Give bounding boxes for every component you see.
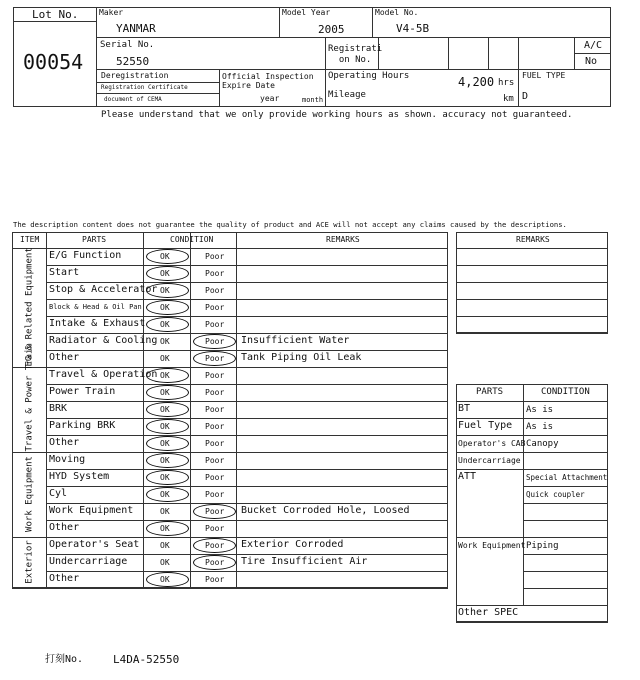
part-name: Cyl [49,488,68,499]
spec-part: Undercarriage [458,456,521,465]
maker-label: Maker [99,8,124,17]
poor-circle-mark [193,504,236,519]
part-name: Intake & Exhaust [49,318,146,329]
official-inspection-label: Official Inspection Expire Date [222,72,314,90]
ok-option: OK [160,524,170,533]
group-label: EG & Related Equipment [24,246,34,366]
right-parts-header: PARTS [476,387,504,397]
lot-number: 00054 [23,50,84,74]
table-row [46,554,448,571]
model-no-value: V4-5B [396,22,430,35]
ok-circle-mark [146,572,189,587]
table-row [46,520,448,537]
ok-circle-mark [146,521,189,536]
poor-option: Poor [205,473,225,482]
poor-option: Poor [205,337,225,346]
ok-circle-mark [146,402,189,417]
ok-circle-mark [146,283,189,298]
remark-text: Tank Piping Oil Leak [241,352,362,363]
ok-option: OK [160,422,170,431]
spec-condition: Canopy [526,439,559,449]
part-name: Power Train [49,386,116,397]
registration-cert-label: Registration Certificate [101,84,188,91]
col-condition-header: CONDITION [170,235,214,244]
ok-option: OK [160,439,170,448]
group-label: Work Equipment [24,455,34,532]
part-name: Other [49,573,80,584]
remark-text: Insufficient Water [241,335,350,346]
spec-row [456,435,608,452]
ok-option: OK [160,490,170,499]
ok-option: OK [160,286,170,295]
table-row [46,418,448,435]
model-year-value: 2005 [318,23,345,36]
table-row [46,248,448,265]
maker-value: YANMAR [116,22,156,35]
ok-circle-mark [146,436,189,451]
poor-circle-mark [193,555,236,570]
right-remarks-header: REMARKS [516,235,550,244]
table-row [46,486,448,503]
spec-row [456,469,608,486]
ac-label: A/C [584,40,603,51]
table-row [46,452,448,469]
part-name: Travel & Operation [49,369,158,380]
ac-value: No [585,56,598,67]
poor-option: Poor [205,303,225,312]
table-row [46,333,448,350]
ok-circle-mark [146,368,189,383]
ok-option: OK [160,303,170,312]
table-row [46,503,448,520]
disclaimer: The description content does not guarantee the quality of product and ACE will not accept any claims caused by the descriptions. [13,220,567,229]
poor-option: Poor [205,439,225,448]
spec-part: BT [458,403,471,414]
part-name: HYD System [49,471,110,482]
ok-circle-mark [146,317,189,332]
spec-row [456,503,608,520]
spec-row [456,605,608,622]
spec-condition: Special Attachment [526,473,608,482]
part-name: Other [49,522,80,533]
poor-circle-mark [193,334,236,349]
spec-condition: Quick coupler [526,490,585,499]
spec-part: ATT [458,471,477,482]
poor-circle-mark [193,351,236,366]
part-name: Other [49,437,80,448]
deregistration-label: Deregistration [101,71,169,80]
ok-circle-mark [146,300,189,315]
poor-circle-mark [193,538,236,553]
hours-notice: Please understand that we only provide working hours as shown. accuracy not guaranteed. [101,110,573,120]
poor-option: Poor [205,252,225,261]
fuel-type-label: FUEL TYPE [522,71,566,80]
spec-part: Other SPEC [458,607,519,618]
poor-option: Poor [205,269,225,278]
table-row [46,401,448,418]
operating-hours-value: 4,200 [458,75,495,89]
part-name: E/G Function [49,250,122,261]
ok-circle-mark [146,249,189,264]
serial-label: Serial No. [100,40,155,50]
table-row [46,435,448,452]
spec-row [456,520,608,537]
ok-option: OK [160,354,170,363]
col-item-header: ITEM [20,235,40,244]
part-name: Start [49,267,80,278]
spec-row [456,452,608,469]
part-name: Other [49,352,80,363]
part-name: Work Equipment [49,505,134,516]
cema-label: document of CEMA [104,96,162,103]
spec-condition: Piping [526,541,559,551]
poor-option: Poor [205,405,225,414]
table-row [46,469,448,486]
engraving-number: L4DA-52550 [113,653,180,666]
poor-option: Poor [205,456,225,465]
table-row [46,299,448,316]
km-label: km [503,94,514,104]
table-row [46,384,448,401]
poor-option: Poor [205,507,225,516]
poor-option: Poor [205,371,225,380]
spec-part: Work Equipment [458,541,526,550]
part-name: Operator's Seat [49,539,140,550]
operating-hours-label: Operating Hours [328,71,410,81]
table-row [46,571,448,588]
ok-option: OK [160,558,170,567]
col-remarks-header: REMARKS [326,235,360,244]
ok-option: OK [160,473,170,482]
poor-option: Poor [205,524,225,533]
part-name: Parking BRK [49,420,116,431]
group-label: Exterior [24,539,34,584]
table-row [46,367,448,384]
spec-condition: As is [526,422,554,432]
spec-row [456,554,608,571]
table-row [46,316,448,333]
remark-text: Tire Insufficient Air [241,556,368,567]
spec-row [456,418,608,435]
ok-option: OK [160,541,170,550]
poor-option: Poor [205,388,225,397]
col-parts-header: PARTS [82,235,107,244]
spec-row [456,537,608,554]
spec-part: Operator's CAB [458,439,526,448]
table-row [46,350,448,367]
poor-option: Poor [205,575,225,584]
ok-option: OK [160,456,170,465]
ok-circle-mark [146,385,189,400]
hrs-label: hrs [498,78,515,88]
lot-label: Lot No. [32,8,79,21]
ok-option: OK [160,269,170,278]
ok-option: OK [160,405,170,414]
registration-label: Registrati on No. [328,44,383,65]
table-row [46,537,448,554]
spec-row [456,588,608,605]
ok-option: OK [160,575,170,584]
right-condition-header: CONDITION [541,387,590,397]
poor-option: Poor [205,490,225,499]
group-label: Travel & Power Train [24,342,34,451]
year-label: year [260,94,280,103]
part-name: Radiator & Cooling [49,335,158,346]
spec-condition: As is [526,405,554,415]
mileage-label: Mileage [328,90,366,100]
spec-row [456,486,608,503]
ok-circle-mark [146,487,189,502]
remark-text: Bucket Corroded Hole, Loosed [241,505,410,516]
spec-row [456,571,608,588]
serial-value: 52550 [116,55,150,68]
spec-row [456,401,608,418]
engraving-label: 打刻No. [45,654,84,665]
ok-circle-mark [146,266,189,281]
ok-option: OK [160,337,170,346]
ok-circle-mark [146,470,189,485]
fuel-type-value: D [522,91,529,102]
poor-option: Poor [205,541,225,550]
poor-option: Poor [205,320,225,329]
part-name: Stop & Accelerator [49,284,158,295]
ok-option: OK [160,507,170,516]
poor-option: Poor [205,558,225,567]
model-year-label: Model Year [282,8,331,17]
ok-option: OK [160,320,170,329]
ok-option: OK [160,252,170,261]
table-row [46,282,448,299]
ok-option: OK [160,371,170,380]
month-label: month [302,96,324,104]
poor-option: Poor [205,422,225,431]
poor-option: Poor [205,354,225,363]
model-no-label: Model No. [375,8,419,17]
ok-option: OK [160,388,170,397]
part-name: Undercarriage [49,556,128,567]
table-row [46,265,448,282]
spec-part: Fuel Type [458,420,513,431]
ok-circle-mark [146,419,189,434]
ok-circle-mark [146,453,189,468]
part-name: Block & Head & Oil Pan [49,303,142,311]
part-name: BRK [49,403,68,414]
poor-option: Poor [205,286,225,295]
part-name: Moving [49,454,86,465]
remark-text: Exterior Corroded [241,539,344,550]
